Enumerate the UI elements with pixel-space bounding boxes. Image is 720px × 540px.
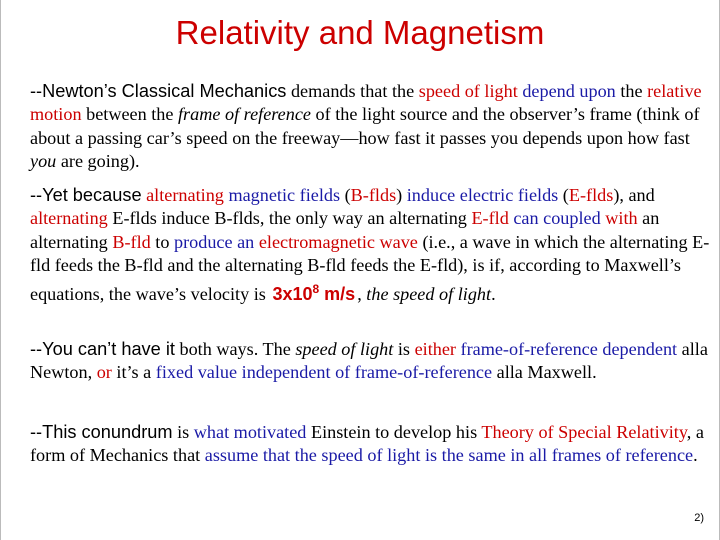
text-run: are going). <box>56 151 140 172</box>
paragraph-maxwell <box>30 184 712 306</box>
italic-text: frame of reference <box>178 104 311 125</box>
highlight-red: electromagnetic wave <box>258 231 418 252</box>
highlight-blue: magnetic fields <box>223 185 341 205</box>
text-run: between the <box>81 104 178 125</box>
text-run: ( <box>340 185 351 205</box>
text-run: demands that the <box>286 81 419 101</box>
formula-base: 3x10 <box>272 283 313 304</box>
slide-title: Relativity and Magnetism <box>175 14 545 51</box>
paragraph-conflict <box>30 338 712 385</box>
highlight-red: either <box>414 339 456 359</box>
highlight-red: Theory of Special Relativity <box>481 422 687 442</box>
paragraph-conundrum <box>30 421 712 468</box>
text-run: . <box>693 445 698 466</box>
paragraph-lead: --Yet because <box>30 185 142 205</box>
text-run: , a form of Mechanics that <box>30 422 704 466</box>
formula-exponent: 8 <box>312 281 320 296</box>
highlight-red: or <box>96 362 112 383</box>
text-run: E-flds induce B-flds, the only way an alternating <box>107 208 472 229</box>
highlight-blue: fixed value independent of frame-of-reference <box>155 362 493 383</box>
highlight-red: alternating <box>146 185 224 205</box>
highlight-red: B-flds <box>350 185 397 205</box>
text-run: Einstein to develop his <box>306 422 482 442</box>
text-run: , <box>357 283 367 304</box>
highlight-blue: electric fields <box>455 185 559 205</box>
highlight-red: alternating <box>30 208 108 229</box>
highlight-blue: produce an <box>173 231 255 252</box>
text-run: of the light source and the observer’s frame (think of about a passing car’s speed on the freeway—how fast it passes you depends upon how fast <box>30 104 700 148</box>
highlight-blue: frame-of-reference dependent <box>460 339 678 359</box>
text-run: ( <box>558 185 569 205</box>
text-run: an alternating <box>30 208 660 252</box>
text-run: it’s a <box>111 362 156 383</box>
highlight-blue: induce <box>406 185 456 205</box>
highlight-blue: can coupled <box>513 208 601 229</box>
italic-text: speed of light <box>295 339 394 359</box>
italic-text: the speed of light <box>366 283 492 304</box>
highlight-red: with <box>605 208 638 229</box>
italic-text: you <box>30 151 57 172</box>
highlight-blue: assume that the speed of light is the same in all frames of reference <box>204 445 694 466</box>
highlight-red: B-fld <box>112 231 151 252</box>
highlight-blue: depend upon <box>522 81 616 101</box>
page-number: 2) <box>694 512 704 524</box>
highlight-red: relative motion <box>30 81 702 125</box>
paragraph-newton <box>30 80 712 174</box>
text-run: (i.e., a wave in which the alternating E-fld feeds the B-fld and the alternating B-fld feeds the E-fld), is if, according to Maxwell’s equations, the wave’s velocity is <box>30 231 710 304</box>
text-run: ) <box>396 185 407 205</box>
formula-unit: m/s <box>319 283 356 304</box>
highlight-red: speed of light <box>418 81 518 101</box>
paragraph-lead: --You can’t have it <box>30 339 175 359</box>
highlight-red: E-fld <box>471 208 509 229</box>
text-run: is <box>393 339 415 359</box>
text-run: alla Newton, <box>30 339 708 383</box>
text-run: the <box>615 81 648 101</box>
text-run: to <box>150 231 174 252</box>
highlight-red: E-flds <box>568 185 614 205</box>
highlight-blue: what motivated <box>193 422 307 442</box>
text-run: alla Maxwell. <box>492 362 597 383</box>
paragraph-lead: --This conundrum <box>30 422 173 442</box>
text-run: both ways. The <box>174 339 296 359</box>
text-run: ), and <box>613 185 655 205</box>
speed-formula <box>272 281 356 304</box>
text-run: is <box>172 422 194 442</box>
slide-left-border <box>0 0 1 540</box>
paragraph-lead: --Newton’s Classical Mechanics <box>30 81 287 101</box>
text-run: . <box>491 283 496 304</box>
